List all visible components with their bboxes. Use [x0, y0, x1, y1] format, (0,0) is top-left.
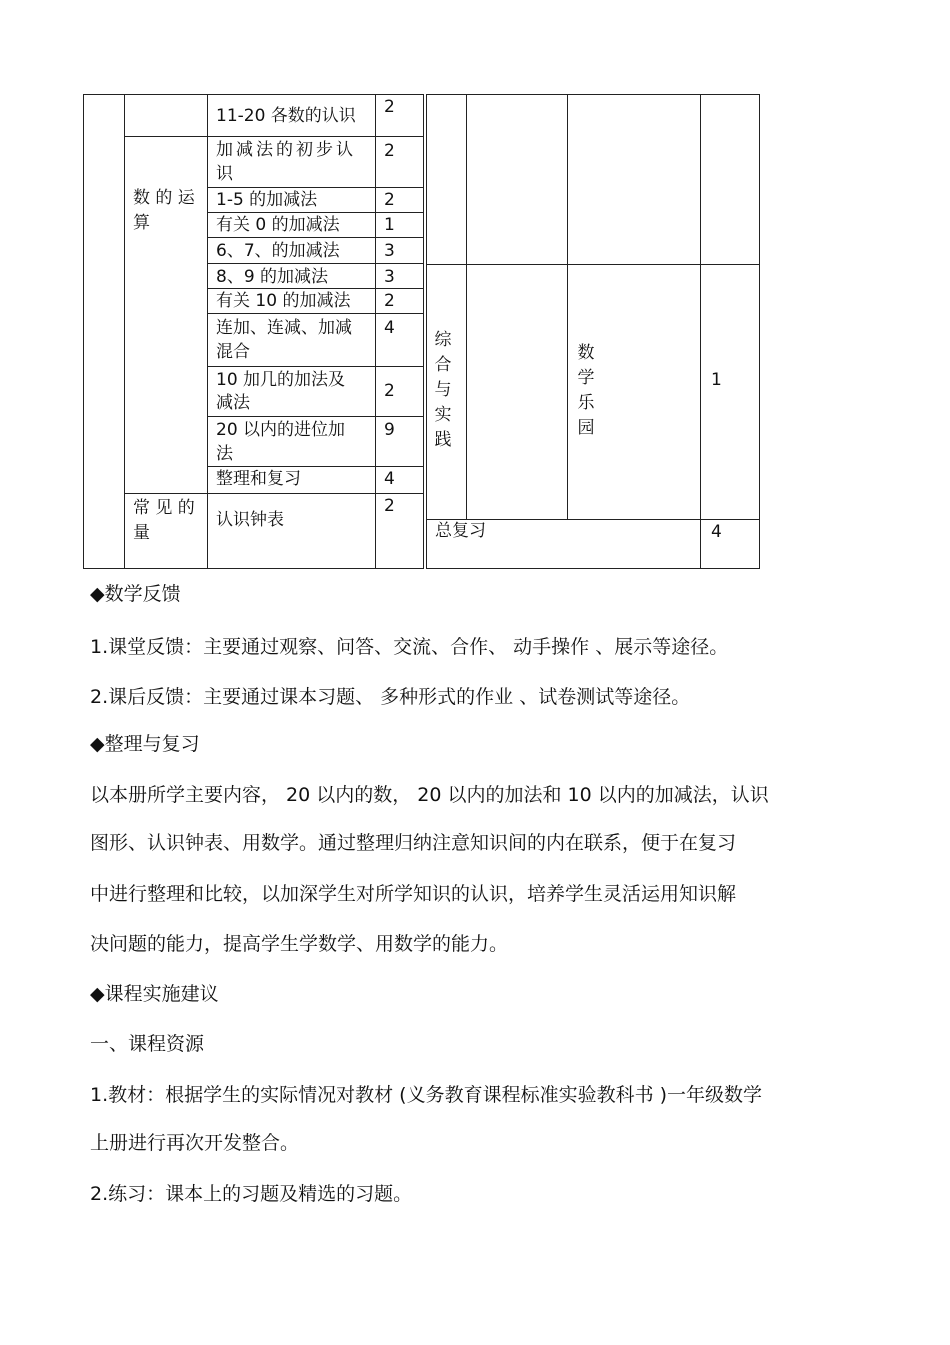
hours-cell: 3 — [384, 241, 395, 261]
section-char: 综 — [434, 330, 452, 350]
table-border — [207, 416, 424, 417]
hours-cell: 2 — [384, 291, 395, 311]
group-label: 算 — [133, 213, 150, 233]
group-label: 数 的 运 — [133, 188, 195, 208]
section-char: 践 — [434, 430, 452, 450]
table-border — [124, 136, 424, 137]
table-border — [426, 94, 760, 95]
table-border — [207, 237, 424, 238]
paragraph-resource-1: 1.教材：根据学生的实际情况对教材 (义务教育课程标准实验教科书 )一年级数学 — [90, 1084, 763, 1106]
topic-cell: 识 — [216, 164, 233, 184]
section-char: 与 — [434, 380, 452, 400]
paragraph-resource-1: 上册进行再次开发整合。 — [90, 1132, 300, 1154]
table-border — [124, 493, 424, 494]
hours-cell: 2 — [384, 97, 395, 117]
hours-cell: 1 — [384, 215, 395, 235]
topic-cell: 减法 — [216, 393, 250, 413]
topic-cell: 11-20 各数的认识 — [216, 106, 356, 126]
paragraph-review: 以本册所学主要内容， 20 以内的数， 20 以内的加法和 10 以内的加减法，认识 — [90, 784, 769, 806]
table-border — [423, 94, 424, 569]
paragraph-feedback-2: 2.课后反馈：主要通过课本习题、 多种形式的作业 、试卷测试等途径。 — [90, 686, 691, 708]
table-border — [375, 94, 376, 569]
topic-cell: 混合 — [216, 342, 250, 362]
table-border — [124, 94, 125, 569]
topic-cell: 8、9 的加减法 — [216, 267, 329, 287]
heading-review: ◆整理与复习 — [90, 733, 200, 755]
hours-cell: 3 — [384, 267, 395, 287]
topic-cell: 整理和复习 — [216, 469, 301, 489]
table-border — [567, 94, 568, 520]
review-label: 总复习 — [435, 521, 486, 541]
hours-cell: 1 — [711, 370, 722, 390]
table-border — [207, 94, 208, 569]
hours-cell: 2 — [384, 141, 395, 161]
heading-feedback: ◆数学反馈 — [90, 583, 181, 605]
hours-cell: 9 — [384, 420, 395, 440]
section-char: 实 — [434, 405, 452, 425]
topic-cell: 有关 10 的加减法 — [216, 291, 351, 311]
hours-cell: 2 — [384, 190, 395, 210]
table-border — [426, 568, 760, 569]
table-border — [426, 94, 427, 569]
table-border — [207, 263, 424, 264]
group-label: 常 见 的 — [133, 498, 195, 518]
topic-char: 乐 — [577, 393, 595, 413]
topic-cell: 有关 0 的加减法 — [216, 215, 340, 235]
heading-implementation: ◆课程实施建议 — [90, 983, 219, 1005]
table-border — [466, 94, 467, 520]
section-char: 合 — [434, 355, 452, 375]
paragraph-resource-2: 2.练习：课本上的习题及精选的习题。 — [90, 1183, 413, 1205]
group-label: 量 — [133, 523, 150, 543]
table-border — [700, 94, 701, 569]
topic-char: 园 — [577, 418, 595, 438]
hours-cell: 2 — [384, 381, 395, 401]
table-border — [426, 264, 760, 265]
paragraph-review: 中进行整理和比较，以加深学生对所学知识的认识，培养学生灵活运用知识解 — [90, 883, 737, 905]
topic-cell: 连加、连减、加减 — [216, 318, 352, 338]
table-border — [207, 313, 424, 314]
topic-char: 学 — [577, 368, 595, 388]
topic-cell: 1-5 的加减法 — [216, 190, 318, 210]
topic-cell: 认识钟表 — [216, 510, 284, 530]
heading-resources: 一、课程资源 — [90, 1033, 205, 1055]
paragraph-feedback-1: 1.课堂反馈：主要通过观察、问答、交流、合作、 动手操作 、展示等途径。 — [90, 636, 729, 658]
topic-char: 数 — [577, 343, 595, 363]
hours-cell: 2 — [384, 496, 395, 516]
topic-cell: 法 — [216, 444, 233, 464]
table-border — [207, 366, 424, 367]
paragraph-review: 图形、认识钟表、用数学。通过整理归纳注意知识间的内在联系，便于在复习 — [90, 832, 737, 854]
topic-cell: 加减法的初步认 — [216, 140, 356, 160]
table-border — [759, 94, 760, 569]
table-border — [83, 568, 424, 569]
table-border — [83, 94, 84, 569]
topic-cell: 10 加几的加法及 — [216, 370, 346, 390]
hours-cell: 4 — [711, 522, 722, 542]
hours-cell: 4 — [384, 318, 395, 338]
topic-cell: 6、7、的加减法 — [216, 241, 340, 261]
topic-cell: 20 以内的进位加 — [216, 420, 346, 440]
hours-cell: 4 — [384, 469, 395, 489]
paragraph-review: 决问题的能力，提高学生学数学、用数学的能力。 — [90, 933, 509, 955]
table-border — [83, 94, 424, 95]
